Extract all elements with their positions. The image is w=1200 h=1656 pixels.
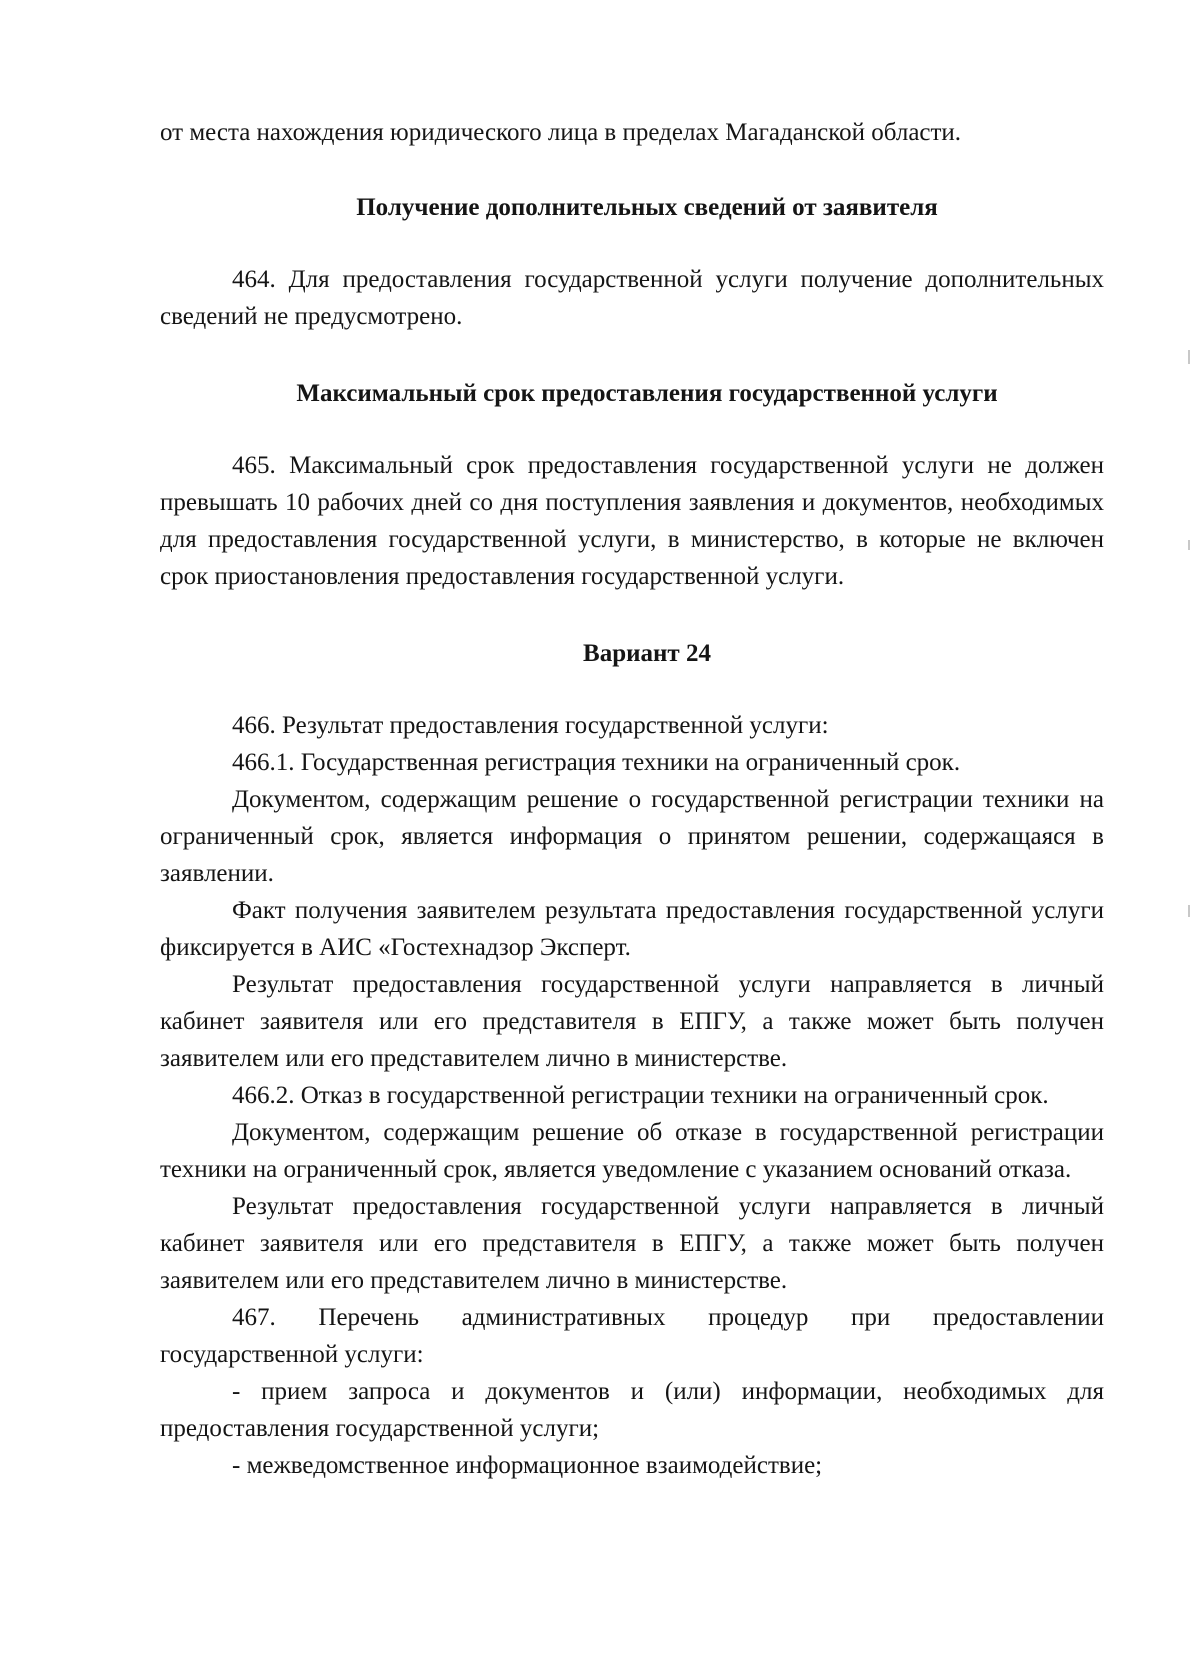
list-item-procedure-2: - межведомственное информационное взаимодействие;: [232, 1452, 823, 1479]
paragraph-466-2: 466.2. Отказ в государственной регистрации техники на ограниченный срок.: [232, 1082, 1049, 1109]
scan-artifact: [1188, 540, 1190, 550]
paragraph-466-1: 466.1. Государственная регистрация техники на ограниченный срок.: [232, 749, 961, 776]
list-item-procedure-1: - прием запроса и документов и (или) информации, необходимых для предоставления государственной услуги;: [160, 1378, 1104, 1442]
scan-artifact: [1188, 350, 1190, 364]
paragraph-466-1-fact: Факт получения заявителем результата предоставления государственной услуги фиксируется в АИС «Гостехнадзор Эксперт.: [160, 897, 1104, 961]
paragraph-466-1-result: Результат предоставления государственной услуги направляется в личный кабинет заявителя или его представителя в ЕПГУ, а также может быть получен заявителем или его представителем лично в министерстве.: [160, 971, 1104, 1072]
section-heading-additional-info: Получение дополнительных сведений от заявителя: [356, 194, 938, 221]
paragraph-466-1-document: Документом, содержащим решение о государственной регистрации техники на ограниченный срок, является информация о принятом решении, содержащаяся в заявлении.: [160, 786, 1104, 887]
paragraph-466: 466. Результат предоставления государственной услуги:: [232, 712, 829, 739]
paragraph-continuation: от места нахождения юридического лица в пределах Магаданской области.: [160, 119, 962, 146]
scan-artifact: [1188, 905, 1190, 917]
paragraph-465: 465. Максимальный срок предоставления государственной услуги не должен превышать 10 рабочих дней со дня поступления заявления и документов, необходимых для предоставления государственной услуги, в министерство, в которые не включен срок приостановления предоставления государственной услуги.: [160, 452, 1104, 590]
paragraph-467: 467. Перечень административных процедур при предоставлении государственной услуги:: [160, 1304, 1104, 1368]
paragraph-466-2-document: Документом, содержащим решение об отказе в государственной регистрации техники на ограниченный срок, является уведомление с указанием оснований отказа.: [160, 1119, 1104, 1183]
paragraph-464: 464. Для предоставления государственной услуги получение дополнительных сведений не предусмотрено.: [160, 266, 1104, 330]
section-heading-max-term: Максимальный срок предоставления государственной услуги: [296, 380, 998, 407]
section-heading-variant-24: Вариант 24: [583, 640, 711, 667]
paragraph-466-2-result: Результат предоставления государственной услуги направляется в личный кабинет заявителя или его представителя в ЕПГУ, а также может быть получен заявителем или его представителем лично в министерстве.: [160, 1193, 1104, 1294]
